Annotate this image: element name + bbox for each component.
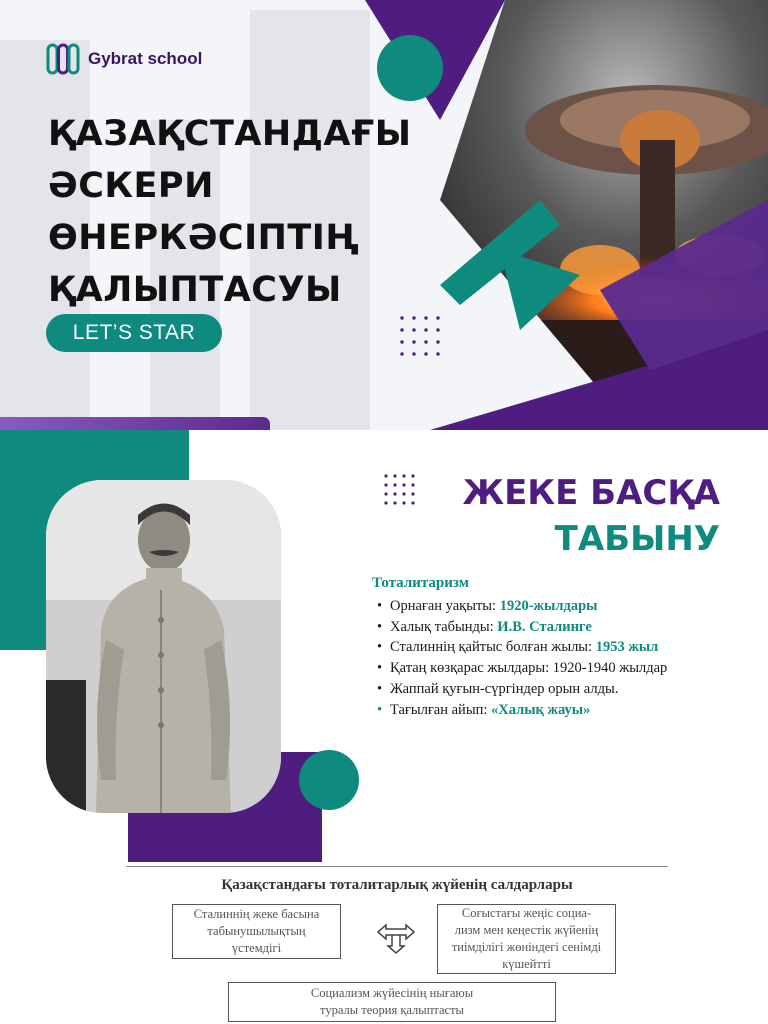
fact-value: 1920-жылдары	[499, 598, 598, 614]
fact-value: «Халық жауы»	[490, 701, 591, 718]
brand-name: Gybrat school	[88, 49, 203, 68]
title-line: ӘСКЕРИ	[48, 166, 214, 206]
list-item	[390, 596, 667, 617]
gybrat-logo-icon	[46, 42, 80, 76]
lets-start-button[interactable]: LET’S STAR	[46, 314, 222, 352]
divider	[126, 866, 668, 867]
list-item	[390, 679, 667, 700]
section-heading	[420, 470, 720, 562]
portrait-drawing	[46, 480, 281, 813]
box-line: лизм мен кеңестік жүйенің	[454, 923, 599, 937]
box-line: Социализм жүйесінің нығаюы	[310, 986, 474, 1000]
fact-label: Сталиннің қайтыс болған жылы:	[390, 639, 596, 656]
heading-line: ЖЕКЕ БАСҚА	[462, 473, 720, 513]
box-line: табынушылықтың	[207, 924, 306, 938]
box-line: күшейтті	[502, 957, 551, 971]
box-line: Соғыстағы жеңіс социа-	[461, 906, 592, 920]
list-item	[390, 637, 667, 658]
facts-list	[372, 596, 667, 720]
brand-logo	[46, 42, 202, 76]
list-item	[390, 658, 667, 679]
page-title	[48, 108, 412, 316]
bidirectional-arrow-icon	[376, 920, 416, 954]
decor-circle	[377, 35, 443, 101]
list-item	[390, 700, 667, 721]
fact-label: Тағылған айып:	[390, 701, 491, 718]
box-line: Сталиннің жеке басына	[193, 907, 320, 921]
title-line: ҚАЗАҚСТАНДАҒЫ	[48, 114, 412, 154]
decor-strip	[0, 417, 270, 430]
title-banner	[0, 0, 768, 430]
title-line: ҚАЛЫПТАСУЫ	[48, 270, 342, 310]
diagram-box-cult	[172, 904, 341, 959]
fact-label: Қатаң көзқарас жылдары: 1920-1940 жылдар	[390, 660, 668, 677]
diagram-title: Қазақстандағы тоталитарлық жүйенің салдарлары	[221, 877, 573, 893]
diagram-box-victory	[437, 904, 616, 974]
heading-line: ТАБЫНУ	[554, 519, 720, 559]
fact-label: Жаппай қуғын-сүргіндер орын алды.	[390, 680, 619, 697]
fact-value: И.В. Сталинге	[497, 618, 592, 635]
decor-circle	[299, 750, 359, 810]
fact-label: Орнаған уақыты:	[390, 598, 500, 614]
facts-block	[372, 575, 667, 720]
diagram-box-theory	[228, 982, 556, 1022]
stalin-portrait-image	[46, 480, 281, 813]
box-line: үстемдігі	[231, 941, 282, 955]
dot-grid-icon	[384, 474, 418, 508]
title-line: ӨНЕРКӘСІПТІҢ	[48, 218, 360, 258]
list-item	[390, 617, 667, 638]
fact-label: Халық табынды:	[390, 618, 498, 635]
dot-grid-icon	[400, 316, 439, 355]
box-line: тиімділігі жөніндегі сенімді	[451, 940, 602, 954]
box-line: туралы теория қалыптасты	[320, 1003, 464, 1017]
facts-title: Тоталитаризм	[372, 575, 469, 591]
fact-value: 1953 жыл	[595, 639, 659, 656]
